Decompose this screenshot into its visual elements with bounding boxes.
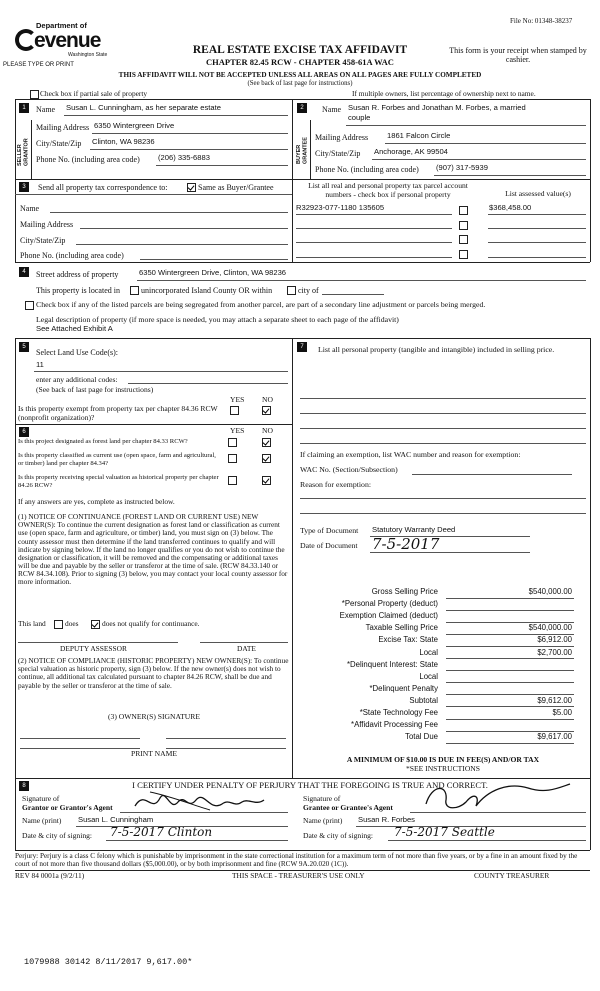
tax-row-value[interactable]: $9,612.00 (537, 695, 572, 705)
sec5-yes-header: YES (230, 395, 245, 404)
buyer-name-cont[interactable]: couple (348, 113, 371, 122)
section-8-badge: 8 (19, 781, 29, 791)
notice-of-compliance: (2) NOTICE OF COMPLIANCE (HISTORIC PROPERTY) NEW OWNER(S): To continue special valuation as historic property, sign (3) below. If the new owner(s) does not wish to continue, all additional tax calculated pursuant to chapter 84.26 RCW, shall be due and payable by the seller or transferor at the time of sale. (18, 656, 289, 690)
see-instructions-note: *SEE INSTRUCTIONS (405, 764, 481, 773)
buyer-address[interactable]: 1861 Falcon Circle (387, 131, 451, 140)
grantor-printed-name[interactable]: Susan L. Cunningham (78, 815, 154, 824)
section-7-badge: 7 (297, 342, 307, 352)
perjury-notice: Perjury: Perjury is a class C felony which is punishable by imprisonment in the state correctional institution for a maximum term of not more than five years, or by a fine in an amount fixed by the court of not more than five thousand dollars ($5,000.00), or by both imprisonment and fine (RCW 9A.20.020 (1C)). (15, 852, 578, 869)
sec3-name-label: Name (20, 204, 40, 213)
print-name-label: PRINT NAME (130, 749, 178, 758)
section-1-badge: 1 (19, 103, 29, 113)
treasurer-use-label: THIS SPACE - TREASURER'S USE ONLY (232, 871, 365, 880)
segregated-checkbox[interactable] (25, 301, 34, 310)
grantee-signature-label: Signature of (303, 794, 341, 803)
seller-phone-label: Phone No. (including area code) (36, 155, 140, 164)
grantee-date-label: Date & city of signing: (303, 831, 374, 840)
grantee-name-label: Name (print) (303, 816, 343, 825)
personal-property-checkbox-1[interactable] (459, 206, 468, 215)
forest-yes-checkbox[interactable] (228, 438, 237, 447)
buyer-name-label: Name (322, 105, 342, 114)
location-text: This property is located in (36, 286, 120, 295)
land-use-label: Select Land Use Code(s): (36, 348, 118, 357)
please-type-note: PLEASE TYPE OR PRINT (3, 62, 74, 68)
seller-name-label: Name (36, 105, 56, 114)
doc-type-label: Type of Document (300, 526, 359, 535)
exempt-no-checkbox[interactable] (262, 406, 271, 415)
assessor-date-label: DATE (237, 644, 256, 653)
tax-row-label: Total Due (405, 732, 438, 742)
sec3-city-label: City/State/Zip (20, 236, 66, 245)
partial-sale-label: Check box if partial sale of property (40, 89, 148, 98)
tax-row-label: Gross Selling Price (371, 587, 438, 596)
forest-land-question: Is this project designated as forest land per chapter 84.33 RCW? (18, 438, 188, 445)
grantor-signature[interactable] (130, 784, 270, 818)
tax-row-value[interactable]: $2,700.00 (537, 647, 572, 657)
personal-property-checkbox-4[interactable] (459, 250, 468, 259)
seller-city-label: City/State/Zip (36, 139, 82, 148)
buyer-city[interactable]: Anchorage, AK 99504 (374, 147, 448, 156)
section-6-badge: 6 (19, 427, 29, 437)
warning-line: THIS AFFIDAVIT WILL NOT BE ACCEPTED UNLESS ALL AREAS ON ALL PAGES ARE FULLY COMPLETED (118, 71, 482, 79)
does-qualify-checkbox[interactable] (54, 620, 63, 629)
current-use-question: Is this property classified as current use (open space, farm and agricultural, or timber) land per chapter 84.34? (18, 452, 216, 467)
buyer-name[interactable]: Susan R. Forbes and Jonathan M. Forbes, a married (348, 103, 526, 112)
grantor-signature-label: Signature of (22, 794, 60, 803)
does-not-label: does not qualify for continuance. (102, 619, 200, 628)
sec6-yes-header: YES (230, 426, 245, 435)
sec6-no-header: NO (262, 426, 273, 435)
land-use-code[interactable]: 11 (36, 360, 44, 369)
does-label: does (65, 619, 79, 628)
tax-row-value[interactable]: $540,000.00 (528, 623, 572, 633)
same-as-buyer-checkbox[interactable] (187, 183, 196, 192)
tax-row-label: *Affidavit Processing Fee (351, 720, 438, 730)
tax-row-label: Taxable Selling Price (365, 623, 438, 633)
grantor-date-label: Date & city of signing: (22, 831, 93, 840)
historic-yes-checkbox[interactable] (228, 476, 237, 485)
sec3-address-label: Mailing Address (20, 220, 74, 229)
grantee-printed-name[interactable]: Susan R. Forbes (358, 815, 415, 824)
assessed-value[interactable]: $368,458.00 (489, 203, 532, 212)
multiple-owners-note: If multiple owners, list percentage of ownership next to name. (352, 89, 536, 98)
legal-description[interactable]: See Attached Exhibit A (36, 324, 113, 333)
seller-address-label: Mailing Address (36, 123, 90, 132)
city-of-label: city of (298, 286, 319, 295)
section-2-badge: 2 (297, 103, 307, 113)
tax-row-value[interactable]: $9,617.00 (537, 732, 572, 742)
exemption-label: If claiming an exemption, list WAC number and reason for exemption: (300, 450, 521, 459)
assessed-header: List assessed value(s) (505, 189, 571, 198)
tax-row-label: *Delinquent Penalty (369, 683, 438, 693)
notice-of-continuance: (1) NOTICE OF CONTINUANCE (FOREST LAND OR CURRENT USE) NEW OWNER(S): To continue the current designation as forest land or classification as current use (open space, farm and agriculture, or timber) land, you must sign on (3) below. The county assessor must then determine if the land transferred continues to qualify and will indicate by signing below. If the land no longer qualifies or you do not wish to continue the designation or classification, it will be removed and the compensating or additional taxes will be due and payable by the seller or transferor at the time of sale. (RCW 84.33.140 or RCW 84.34.108). Prior to signing (3) below, you may contact your local county assessor for more information. (18, 512, 288, 587)
if-yes-note: If any answers are yes, complete as instructed below. (18, 497, 175, 506)
receipt-note: This form is your receipt when stamped by cashier. (449, 46, 587, 65)
grantor-date-city[interactable]: 7-5-2017 Clinton (110, 825, 213, 839)
current-use-no-checkbox[interactable] (262, 454, 271, 463)
current-use-yes-checkbox[interactable] (228, 454, 237, 463)
property-street-address[interactable]: 6350 Wintergreen Drive, Clinton, WA 98236 (139, 268, 287, 277)
sec5-no-header: NO (262, 395, 273, 404)
historic-no-checkbox[interactable] (262, 476, 271, 485)
tax-row-value[interactable]: $540,000.00 (528, 587, 572, 596)
grantee-date-city[interactable]: 7-5-2017 Seattle (394, 825, 495, 839)
revenue-logo: Department of evenue Washington State (12, 22, 122, 66)
seller-city[interactable]: Clinton, WA 98236 (92, 137, 155, 146)
send-correspondence-label: Send all property tax correspondence to: (38, 183, 168, 192)
seller-side-label: SELLER GRANTOR (17, 138, 30, 166)
wac-label: WAC No. (Section/Subsection) (300, 465, 398, 474)
segregated-label: Check box if any of the listed parcels are being segregated from another parcel, are part of a secondary line adjustment or parcels being merged. (36, 300, 486, 309)
buyer-address-label: Mailing Address (315, 133, 369, 142)
sec3-phone-label: Phone No. (including area code) (20, 251, 124, 260)
personal-property-checkbox-2[interactable] (459, 221, 468, 230)
tax-row-label: Local (419, 671, 438, 681)
certification-statement: I CERTIFY UNDER PENALTY OF PERJURY THAT THE FOREGOING IS TRUE AND CORRECT. (132, 780, 488, 790)
personal-property-checkbox-3[interactable] (459, 235, 468, 244)
tax-row-label: *Delinquent Interest: State (346, 659, 438, 669)
personal-property-label: List all personal property (tangible and intangible) included in selling price. (318, 345, 555, 354)
doc-date[interactable]: 7-5-2017 (372, 535, 440, 553)
seller-address[interactable]: 6350 Wintergreen Drive (94, 121, 175, 130)
file-number: File No: 01348-38237 (510, 17, 573, 25)
seller-name[interactable]: Susan L. Cunningham, as her separate estate (66, 103, 221, 112)
additional-codes-label: enter any additional codes: (36, 375, 118, 384)
buyer-side-label: BUYER GRANTEE (296, 137, 309, 164)
form-title: REAL ESTATE EXCISE TAX AFFIDAVIT (192, 44, 408, 56)
grantee-agent-label: Grantee or Grantee's Agent (303, 803, 393, 812)
city-of-checkbox[interactable] (287, 286, 296, 295)
historic-question: Is this property receiving special valuation as historical property per chapter 84.26 RCW? (18, 474, 219, 489)
tax-row-label: *State Technology Fee (359, 708, 438, 717)
exempt-question: Is this property exempt from property tax per chapter 84.36 RCW (nonprofit organization)? (18, 404, 218, 422)
grantor-name-label: Name (print) (22, 816, 62, 825)
doc-date-label: Date of Document (300, 541, 358, 550)
exempt-yes-checkbox[interactable] (230, 406, 239, 415)
section-3-badge: 3 (19, 182, 29, 192)
form-subtitle: CHAPTER 82.45 RCW - CHAPTER 458-61A WAC (206, 57, 394, 67)
minimum-fee-note: A MINIMUM OF $10.00 IS DUE IN FEE(S) AND/OR TAX (346, 755, 540, 764)
parcel-header: List all real and personal property tax parcel account numbers - check box if personal property (308, 181, 468, 199)
seller-phone[interactable]: (206) 335-6883 (158, 153, 210, 162)
buyer-phone[interactable]: (907) 317-5939 (436, 163, 488, 172)
land-use-instructions: (See back of last page for instructions) (36, 385, 154, 394)
grantor-agent-label: Grantor or Grantor's Agent (22, 803, 113, 812)
treasurer-stamp: 1079988 30142 8/11/2017 9,617.00* (24, 957, 193, 967)
tax-row-value[interactable]: $6,912.00 (537, 635, 572, 645)
form-number: REV 84 0001a (9/2/11) (15, 871, 85, 880)
tax-row-label: Exemption Claimed (deduct) (339, 611, 438, 621)
tax-row-label: Excise Tax: State (378, 635, 438, 645)
county-treasurer-label: COUNTY TREASURER (474, 871, 550, 880)
section-5-badge: 5 (19, 342, 29, 352)
see-back-note: (See back of last page for instructions) (247, 80, 353, 87)
partial-sale-checkbox[interactable] (30, 90, 39, 99)
tax-row-value[interactable]: $5.00 (552, 708, 572, 717)
parcel-number[interactable]: R32923-077-1180 135605 (296, 203, 385, 212)
deputy-assessor-label: DEPUTY ASSESSOR (60, 644, 127, 653)
forest-no-checkbox[interactable] (262, 438, 271, 447)
reason-label: Reason for exemption: (300, 480, 372, 489)
doc-type[interactable]: Statutory Warranty Deed (372, 525, 456, 534)
does-not-qualify-checkbox[interactable] (91, 620, 100, 629)
buyer-city-label: City/State/Zip (315, 149, 361, 158)
section-4-badge: 4 (19, 267, 29, 277)
tax-row-label: *Personal Property (deduct) (341, 599, 438, 609)
same-as-buyer-label: Same as Buyer/Grantee (198, 183, 274, 192)
tax-row-label: Subtotal (409, 695, 438, 705)
owner-signature-label: (3) OWNER(S) SIGNATURE (108, 712, 200, 721)
grantee-signature[interactable] (418, 780, 578, 816)
buyer-phone-label: Phone No. (including area code) (315, 165, 419, 174)
this-land-label: This land (18, 619, 46, 628)
legal-description-label: Legal description of property (if more space is needed, you may attach a separate sheet to each page of the affidavit) (36, 315, 399, 324)
unincorporated-checkbox[interactable] (130, 286, 139, 295)
location-text-2: unincorporated Island County OR within (141, 286, 273, 295)
tax-row-label: Local (419, 647, 438, 657)
street-address-label: Street address of property (36, 270, 119, 279)
